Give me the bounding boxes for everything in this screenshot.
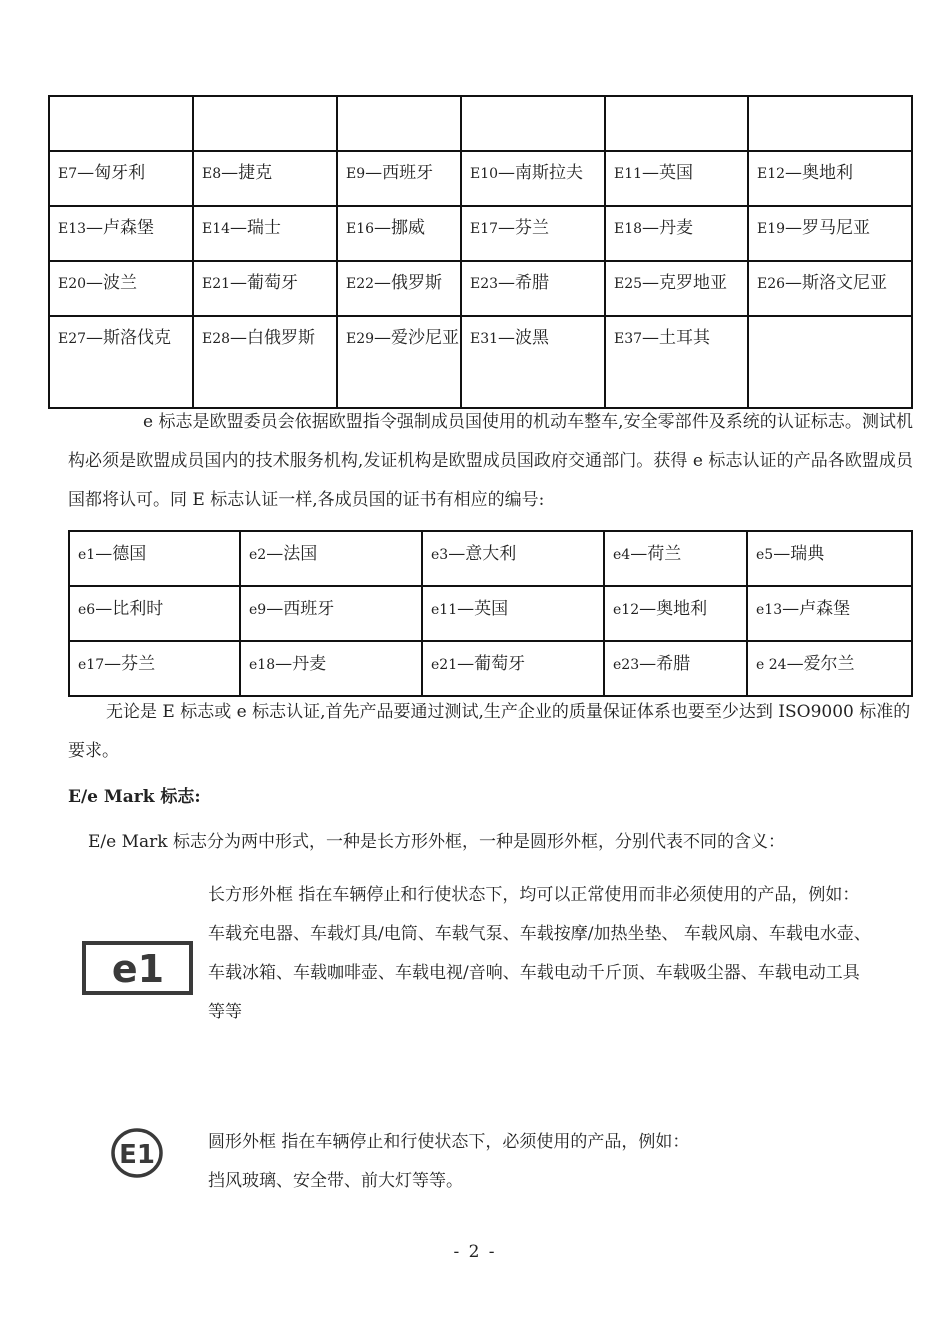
table-cell [747,641,912,696]
table-cell [69,641,240,696]
table-row [49,206,912,261]
rectangle-mark-description [208,876,873,1032]
country-code: E28 [202,331,231,347]
country-code: E31 [470,331,499,347]
table-cell [193,316,337,408]
table-cell [69,586,240,641]
table-row [69,531,912,586]
country-name: —波兰 [86,273,138,293]
country-name: —卢森堡 [86,218,155,238]
country-name: —英国 [642,163,694,183]
country-name: —土耳其 [642,328,711,348]
table-cell [747,531,912,586]
table-cell [747,586,912,641]
table-cell [748,96,912,151]
country-code: e9 [249,602,267,618]
country-code: E11 [614,166,643,182]
country-code: E20 [58,276,87,292]
country-code: e5 [756,547,774,563]
country-name: —比利时 [95,599,164,619]
country-name: —爱尔兰 [786,654,855,674]
table-cell [193,206,337,261]
country-name: —克罗地亚 [642,273,728,293]
table-cell [49,151,193,206]
table-cell [604,641,747,696]
table-cell [604,531,747,586]
table-cell [240,531,422,586]
table-cell [605,96,748,151]
country-name: —芬兰 [104,654,156,674]
table-cell [49,206,193,261]
table-cell [461,261,605,316]
country-code: E25 [614,276,643,292]
table-cell [605,261,748,316]
table-cell [422,586,604,641]
table-cell [605,316,748,408]
country-code: E29 [346,331,375,347]
e-mark-description: e 标志是欧盟委员会依据欧盟指令强制成员国使用的机动车整车,安全零部件及系统的认证标志。测试机构必须是欧盟成员国内的技术服务机构,发证机构是欧盟成员国政府交通部门。获得 e 标志认证的产品各欧盟成员国都将认可。同 E 标志认证一样,各成员国的证书有相应的编号: [68,412,913,510]
country-name: —卢森堡 [782,599,851,619]
country-name: —芬兰 [498,218,550,238]
country-code: E27 [58,331,87,347]
country-name: —瑞士 [230,218,282,238]
country-code: e13 [756,602,783,618]
country-name: —奥地利 [785,163,854,183]
table-cell [49,96,193,151]
table-row [49,316,912,408]
country-name: —罗马尼亚 [785,218,871,238]
country-code: E10 [470,166,499,182]
table-row [49,96,912,151]
country-code: E37 [614,331,643,347]
table-cell [422,641,604,696]
country-code: E12 [757,166,786,182]
country-code: E17 [470,221,499,237]
e-mark-country-table [48,95,913,409]
country-name: —希腊 [639,654,691,674]
country-code: e2 [249,547,267,563]
table-row [49,261,912,316]
table-row [69,586,912,641]
country-name: —瑞典 [773,544,825,564]
country-name: —波黑 [498,328,550,348]
circle-mark-examples: 挡风玻璃、安全带、前大灯等等。 [208,1171,463,1191]
country-name: —西班牙 [266,599,335,619]
country-name: —奥地利 [639,599,708,619]
table-cell [461,316,605,408]
table-cell [193,261,337,316]
table-cell [748,261,912,316]
country-name: —英国 [457,599,509,619]
country-name: —爱沙尼亚 [374,328,460,348]
table-cell [337,96,461,151]
table-cell [748,206,912,261]
country-name: —法国 [266,544,318,564]
table-cell [240,641,422,696]
mark-forms-intro: E/e Mark 标志分为两中形式，一种是长方形外框，一种是圆形外框，分别代表不同的含义： [88,832,785,852]
country-code: E9 [346,166,366,182]
country-code: e11 [431,602,458,618]
country-name: —白俄罗斯 [230,328,316,348]
table-cell [49,316,193,408]
country-code: E16 [346,221,375,237]
rectangle-mark-examples: 车载充电器、车载灯具/电筒、车载气泵、车载按摩/加热坐垫、 车载风扇、车载电水壶、车载冰箱、车载咖啡壶、车载电视/音响、车载电动千斤顶、车载吸尘器、车载电动工具等等 [208,924,871,1022]
country-name: —意大利 [448,544,517,564]
circle-e1-mark-icon [110,1127,164,1179]
country-name: —希腊 [498,273,550,293]
country-code: E7 [58,166,78,182]
table-cell [193,151,337,206]
table-cell [69,531,240,586]
country-name: —德国 [95,544,147,564]
country-code: E19 [757,221,786,237]
country-name: —捷克 [221,163,273,183]
table-row [49,151,912,206]
country-name: —匈牙利 [77,163,146,183]
table-cell [337,261,461,316]
table-cell [193,96,337,151]
table-cell [605,151,748,206]
country-code: E8 [202,166,222,182]
country-code: E26 [757,276,786,292]
country-name: —南斯拉夫 [498,163,584,183]
rectangle-mark-definition: 长方形外框 指在车辆停止和行使状态下，均可以正常使用而非必须使用的产品，例如： [208,885,860,905]
circle-mark-definition: 圆形外框 指在车辆停止和行使状态下，必须使用的产品，例如： [208,1132,690,1152]
table-cell [337,206,461,261]
table-cell [604,586,747,641]
table-cell [337,316,461,408]
table-cell [461,96,605,151]
country-code: e1 [78,547,96,563]
country-name: —俄罗斯 [374,273,443,293]
country-name: —丹麦 [642,218,694,238]
country-code: e23 [613,657,640,673]
country-code: e18 [249,657,276,673]
page-number: - 2 - [453,1242,497,1262]
country-code: E22 [346,276,375,292]
country-code: E18 [614,221,643,237]
circle-logo-text: E1 [119,1140,155,1170]
circle-mark-description [208,1123,873,1201]
table-cell [240,586,422,641]
table-cell [461,206,605,261]
country-name: —荷兰 [630,544,682,564]
table-cell [422,531,604,586]
country-name: —葡萄牙 [230,273,299,293]
table-cell [748,316,912,408]
rectangle-e1-mark-icon [82,940,194,996]
section-heading: E/e Mark 标志: [68,787,201,807]
country-code: e4 [613,547,631,563]
country-name: —葡萄牙 [457,654,526,674]
country-name: —斯洛文尼亚 [785,273,888,293]
table-cell [49,261,193,316]
quality-requirement-paragraph: 无论是 E 标志或 e 标志认证,首先产品要通过测试,生产企业的质量保证体系也要至少达到 ISO9000 标准的要求。 [68,702,911,761]
table-row [69,641,912,696]
country-code: E21 [202,276,231,292]
table-cell [461,151,605,206]
country-code: e12 [613,602,640,618]
rectangle-logo-text: e1 [111,947,165,991]
table-cell [605,206,748,261]
country-name: —挪威 [374,218,426,238]
country-code: E23 [470,276,499,292]
country-name: —丹麦 [275,654,327,674]
country-code: E13 [58,221,87,237]
table-cell [748,151,912,206]
country-name: —斯洛伐克 [86,328,172,348]
e-small-mark-country-table [68,530,913,697]
country-code: e 24 [756,657,787,673]
table-cell [337,151,461,206]
country-name: —西班牙 [365,163,434,183]
country-code: E14 [202,221,231,237]
country-code: e21 [431,657,458,673]
country-code: e3 [431,547,449,563]
country-code: e6 [78,602,96,618]
country-code: e17 [78,657,105,673]
